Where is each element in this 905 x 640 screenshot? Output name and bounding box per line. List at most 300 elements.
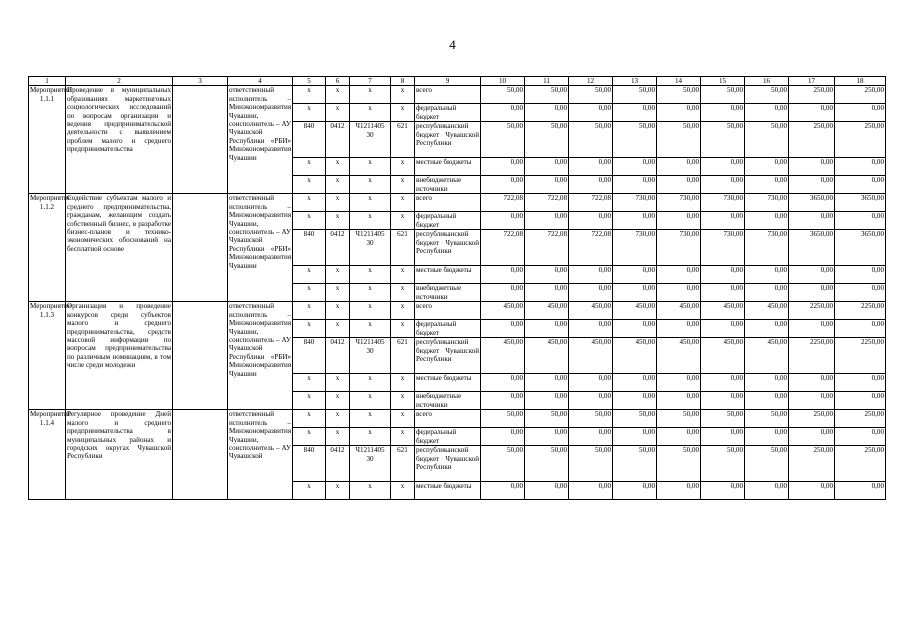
code-cell-c5: x: [293, 320, 326, 338]
amount-cell: 0,00: [657, 428, 701, 446]
amount-cell: 0,00: [481, 428, 525, 446]
amount-cell: 0,00: [525, 266, 569, 284]
amount-cell: 0,00: [481, 320, 525, 338]
amount-cell: 50,00: [745, 86, 789, 104]
header-row: [29, 77, 886, 86]
event-description: Проведение в муниципальных образованиях маркетинговых социологических исследований по вопросам организации и ведения предпринимательской деятельности с выявлением проблем малого и среднего предпринимательства: [66, 86, 173, 194]
amount-cell: 0,00: [569, 104, 613, 122]
code-cell-c5: x: [293, 428, 326, 446]
amount-cell: 0,00: [657, 284, 701, 302]
amount-cell: 0,00: [701, 374, 745, 392]
amount-cell: 0,00: [789, 392, 835, 410]
event-code: Мероприятие 1.1.3: [29, 302, 66, 410]
code-cell-c7: x: [350, 158, 391, 176]
event-participant: [173, 302, 228, 410]
code-cell-c7: Ч1211405 30: [350, 122, 391, 158]
code-cell-c7: x: [350, 212, 391, 230]
header-cell: 3: [173, 77, 228, 86]
amount-cell: 450,00: [657, 302, 701, 320]
code-cell-c6: x: [326, 104, 350, 122]
amount-cell: 0,00: [525, 320, 569, 338]
header-cell: 16: [745, 77, 789, 86]
event-participant: [173, 410, 228, 500]
header-cell: 17: [789, 77, 835, 86]
event-executor: ответственный исполнитель – Минэкономразвития Чувашии, соисполнитель – АУ Чувашской Республики «РБИ» Минэкономразвития Чувашии: [228, 86, 293, 194]
code-cell-c8: x: [391, 428, 415, 446]
header-cell: 8: [391, 77, 415, 86]
header-cell: 4: [228, 77, 293, 86]
amount-cell: 50,00: [745, 410, 789, 428]
amount-cell: 0,00: [835, 266, 886, 284]
amount-cell: 0,00: [701, 104, 745, 122]
amount-cell: 0,00: [701, 320, 745, 338]
amount-cell: 0,00: [657, 176, 701, 194]
amount-cell: 0,00: [789, 104, 835, 122]
amount-cell: 250,00: [789, 86, 835, 104]
amount-cell: 0,00: [613, 284, 657, 302]
code-cell-c8: x: [391, 212, 415, 230]
event-executor: ответственный исполнитель – Минэкономразвития Чувашии, соисполнитель – АУ Чувашской: [228, 410, 293, 500]
code-cell-c7: Ч1211405 30: [350, 230, 391, 266]
table-row: [29, 86, 886, 104]
code-cell-c5: x: [293, 212, 326, 230]
table-row: [29, 194, 886, 212]
code-cell-c7: x: [350, 86, 391, 104]
amount-cell: 450,00: [613, 338, 657, 374]
amount-cell: 0,00: [745, 158, 789, 176]
amount-cell: 0,00: [745, 320, 789, 338]
amount-cell: 0,00: [745, 374, 789, 392]
amount-cell: 450,00: [525, 338, 569, 374]
amount-cell: 0,00: [657, 320, 701, 338]
amount-cell: 450,00: [613, 302, 657, 320]
code-cell-c7: Ч1211405 30: [350, 446, 391, 482]
amount-cell: 0,00: [525, 392, 569, 410]
amount-cell: 0,00: [789, 428, 835, 446]
code-cell-c8: x: [391, 104, 415, 122]
funding-source: федеральный бюджет: [415, 428, 481, 446]
amount-cell: 50,00: [657, 86, 701, 104]
amount-cell: 450,00: [481, 302, 525, 320]
amount-cell: 0,00: [745, 428, 789, 446]
amount-cell: 722,08: [525, 194, 569, 212]
amount-cell: 0,00: [657, 374, 701, 392]
amount-cell: 0,00: [835, 212, 886, 230]
amount-cell: 722,08: [481, 230, 525, 266]
amount-cell: 0,00: [789, 176, 835, 194]
amount-cell: 0,00: [525, 428, 569, 446]
amount-cell: 0,00: [701, 428, 745, 446]
funding-source: всего: [415, 302, 481, 320]
amount-cell: 2250,00: [835, 338, 886, 374]
amount-cell: 0,00: [613, 104, 657, 122]
funding-source: местные бюджеты: [415, 266, 481, 284]
amount-cell: 0,00: [569, 212, 613, 230]
amount-cell: 0,00: [613, 266, 657, 284]
amount-cell: 450,00: [569, 302, 613, 320]
code-cell-c7: x: [350, 194, 391, 212]
amount-cell: 50,00: [525, 122, 569, 158]
amount-cell: 0,00: [835, 284, 886, 302]
header-cell: 2: [66, 77, 173, 86]
amount-cell: 0,00: [569, 158, 613, 176]
amount-cell: 0,00: [569, 482, 613, 500]
amount-cell: 730,00: [701, 194, 745, 212]
amount-cell: 0,00: [481, 176, 525, 194]
code-cell-c7: x: [350, 284, 391, 302]
amount-cell: 2250,00: [789, 338, 835, 374]
code-cell-c8: x: [391, 374, 415, 392]
amount-cell: 2250,00: [835, 302, 886, 320]
amount-cell: 0,00: [701, 212, 745, 230]
code-cell-c6: x: [326, 284, 350, 302]
event-description: Содействие субъектам малого и среднего предпринимательства, гражданам, желающим создать собственный бизнес, в разработке бизнес-планов и технико-экономических обоснований на бесплатной основе: [66, 194, 173, 302]
header-cell: 9: [415, 77, 481, 86]
code-cell-c8: x: [391, 86, 415, 104]
amount-cell: 0,00: [613, 176, 657, 194]
code-cell-c5: x: [293, 194, 326, 212]
amount-cell: 0,00: [835, 428, 886, 446]
amount-cell: 0,00: [481, 212, 525, 230]
amount-cell: 0,00: [835, 104, 886, 122]
header-cell: 14: [657, 77, 701, 86]
header-cell: 1: [29, 77, 66, 86]
budget-table: [28, 76, 886, 500]
funding-source: внебюджетные источники: [415, 176, 481, 194]
code-cell-c5: x: [293, 302, 326, 320]
amount-cell: 0,00: [701, 392, 745, 410]
amount-cell: 50,00: [701, 410, 745, 428]
amount-cell: 0,00: [569, 320, 613, 338]
amount-cell: 0,00: [701, 158, 745, 176]
amount-cell: 0,00: [657, 392, 701, 410]
amount-cell: 0,00: [481, 104, 525, 122]
amount-cell: 3650,00: [789, 194, 835, 212]
amount-cell: 0,00: [613, 392, 657, 410]
amount-cell: 0,00: [835, 320, 886, 338]
code-cell-c6: x: [326, 302, 350, 320]
header-cell: 12: [569, 77, 613, 86]
funding-source: республиканский бюджет Чувашской Республики: [415, 446, 481, 482]
code-cell-c6: x: [326, 320, 350, 338]
amount-cell: 0,00: [569, 176, 613, 194]
code-cell-c6: x: [326, 392, 350, 410]
funding-source: внебюджетные источники: [415, 392, 481, 410]
event-executor: ответственный исполнитель – Минэкономразвития Чувашии, соисполнитель – АУ Чувашской Республики «РБИ» Минэкономразвития Чувашии: [228, 302, 293, 410]
amount-cell: 0,00: [525, 482, 569, 500]
amount-cell: 0,00: [701, 176, 745, 194]
code-cell-c6: x: [326, 482, 350, 500]
code-cell-c6: 0412: [326, 338, 350, 374]
amount-cell: 0,00: [835, 374, 886, 392]
code-cell-c6: 0412: [326, 122, 350, 158]
amount-cell: 0,00: [789, 374, 835, 392]
funding-source: республиканский бюджет Чувашской Республики: [415, 122, 481, 158]
amount-cell: 0,00: [701, 266, 745, 284]
code-cell-c6: x: [326, 158, 350, 176]
amount-cell: 0,00: [481, 266, 525, 284]
amount-cell: 0,00: [481, 482, 525, 500]
amount-cell: 0,00: [569, 266, 613, 284]
code-cell-c5: 840: [293, 446, 326, 482]
amount-cell: 0,00: [569, 392, 613, 410]
amount-cell: 50,00: [701, 446, 745, 482]
amount-cell: 0,00: [525, 212, 569, 230]
amount-cell: 450,00: [701, 302, 745, 320]
amount-cell: 50,00: [745, 122, 789, 158]
code-cell-c8: x: [391, 176, 415, 194]
event-code: Мероприятие 1.1.4: [29, 410, 66, 500]
page-number: 4: [449, 37, 456, 52]
amount-cell: 0,00: [613, 428, 657, 446]
amount-cell: 50,00: [657, 122, 701, 158]
amount-cell: 250,00: [789, 446, 835, 482]
code-cell-c8: x: [391, 392, 415, 410]
amount-cell: 50,00: [569, 122, 613, 158]
amount-cell: 0,00: [835, 482, 886, 500]
amount-cell: 0,00: [525, 176, 569, 194]
amount-cell: 250,00: [835, 122, 886, 158]
event-description: Регулярное проведение Дней малого и среднего предпринимательства в муниципальных районах и городских округах Чувашской Республики: [66, 410, 173, 500]
code-cell-c5: x: [293, 86, 326, 104]
code-cell-c7: x: [350, 428, 391, 446]
code-cell-c8: 621: [391, 230, 415, 266]
amount-cell: 722,08: [525, 230, 569, 266]
amount-cell: 0,00: [701, 482, 745, 500]
amount-cell: 250,00: [789, 122, 835, 158]
amount-cell: 50,00: [613, 122, 657, 158]
code-cell-c8: 621: [391, 338, 415, 374]
amount-cell: 722,08: [569, 194, 613, 212]
amount-cell: 722,08: [481, 194, 525, 212]
code-cell-c7: x: [350, 392, 391, 410]
code-cell-c6: x: [326, 86, 350, 104]
header-cell: 10: [481, 77, 525, 86]
amount-cell: 0,00: [789, 266, 835, 284]
header-cell: 13: [613, 77, 657, 86]
amount-cell: 450,00: [745, 302, 789, 320]
code-cell-c5: 840: [293, 338, 326, 374]
code-cell-c6: x: [326, 410, 350, 428]
amount-cell: 450,00: [481, 338, 525, 374]
code-cell-c5: x: [293, 176, 326, 194]
amount-cell: 0,00: [569, 284, 613, 302]
amount-cell: 3650,00: [835, 194, 886, 212]
code-cell-c7: x: [350, 104, 391, 122]
code-cell-c5: x: [293, 410, 326, 428]
amount-cell: 50,00: [525, 86, 569, 104]
amount-cell: 0,00: [701, 284, 745, 302]
amount-cell: 730,00: [745, 230, 789, 266]
amount-cell: 50,00: [613, 86, 657, 104]
amount-cell: 50,00: [657, 446, 701, 482]
funding-source: федеральный бюджет: [415, 104, 481, 122]
amount-cell: 0,00: [613, 158, 657, 176]
table-row: [29, 302, 886, 320]
amount-cell: 0,00: [481, 374, 525, 392]
amount-cell: 0,00: [745, 266, 789, 284]
code-cell-c8: 621: [391, 446, 415, 482]
amount-cell: 50,00: [613, 410, 657, 428]
code-cell-c5: x: [293, 284, 326, 302]
code-cell-c7: x: [350, 482, 391, 500]
amount-cell: 0,00: [525, 374, 569, 392]
amount-cell: 0,00: [745, 176, 789, 194]
amount-cell: 0,00: [569, 428, 613, 446]
header-cell: 5: [293, 77, 326, 86]
code-cell-c8: x: [391, 482, 415, 500]
code-cell-c8: x: [391, 194, 415, 212]
event-code: Мероприятие 1.1.1: [29, 86, 66, 194]
amount-cell: 50,00: [613, 446, 657, 482]
amount-cell: 722,08: [569, 230, 613, 266]
amount-cell: 730,00: [613, 230, 657, 266]
amount-cell: 450,00: [745, 338, 789, 374]
code-cell-c8: x: [391, 410, 415, 428]
amount-cell: 0,00: [657, 482, 701, 500]
amount-cell: 450,00: [569, 338, 613, 374]
header-cell: 11: [525, 77, 569, 86]
code-cell-c6: 0412: [326, 446, 350, 482]
code-cell-c7: Ч1211405 30: [350, 338, 391, 374]
amount-cell: 0,00: [613, 212, 657, 230]
amount-cell: 0,00: [835, 392, 886, 410]
header-cell: 6: [326, 77, 350, 86]
amount-cell: 0,00: [613, 374, 657, 392]
funding-source: всего: [415, 86, 481, 104]
amount-cell: 250,00: [835, 86, 886, 104]
code-cell-c8: x: [391, 284, 415, 302]
amount-cell: 50,00: [657, 410, 701, 428]
amount-cell: 50,00: [481, 446, 525, 482]
amount-cell: 50,00: [481, 410, 525, 428]
amount-cell: 50,00: [701, 122, 745, 158]
amount-cell: 0,00: [657, 266, 701, 284]
amount-cell: 0,00: [789, 320, 835, 338]
amount-cell: 50,00: [481, 122, 525, 158]
amount-cell: 450,00: [701, 338, 745, 374]
code-cell-c5: 840: [293, 122, 326, 158]
amount-cell: 0,00: [789, 212, 835, 230]
amount-cell: 730,00: [657, 194, 701, 212]
amount-cell: 730,00: [745, 194, 789, 212]
funding-source: внебюджетные источники: [415, 284, 481, 302]
amount-cell: 50,00: [569, 410, 613, 428]
amount-cell: 0,00: [481, 158, 525, 176]
header-cell: 18: [835, 77, 886, 86]
code-cell-c7: x: [350, 302, 391, 320]
code-cell-c5: x: [293, 374, 326, 392]
amount-cell: 50,00: [525, 446, 569, 482]
amount-cell: 0,00: [789, 482, 835, 500]
code-cell-c6: x: [326, 374, 350, 392]
amount-cell: 50,00: [569, 86, 613, 104]
amount-cell: 730,00: [613, 194, 657, 212]
amount-cell: 0,00: [657, 104, 701, 122]
code-cell-c8: x: [391, 320, 415, 338]
code-cell-c5: x: [293, 158, 326, 176]
header-cell: 7: [350, 77, 391, 86]
code-cell-c5: 840: [293, 230, 326, 266]
amount-cell: 0,00: [745, 212, 789, 230]
funding-source: республиканский бюджет Чувашской Республики: [415, 338, 481, 374]
event-participant: [173, 194, 228, 302]
amount-cell: 50,00: [569, 446, 613, 482]
amount-cell: 0,00: [481, 392, 525, 410]
code-cell-c5: x: [293, 266, 326, 284]
amount-cell: 3650,00: [789, 230, 835, 266]
funding-source: местные бюджеты: [415, 482, 481, 500]
amount-cell: 0,00: [525, 158, 569, 176]
code-cell-c5: x: [293, 482, 326, 500]
amount-cell: 0,00: [745, 104, 789, 122]
code-cell-c5: x: [293, 104, 326, 122]
code-cell-c6: x: [326, 428, 350, 446]
amount-cell: 730,00: [657, 230, 701, 266]
amount-cell: 0,00: [613, 482, 657, 500]
amount-cell: 0,00: [613, 320, 657, 338]
code-cell-c6: x: [326, 266, 350, 284]
code-cell-c6: x: [326, 176, 350, 194]
amount-cell: 3650,00: [835, 230, 886, 266]
code-cell-c6: 0412: [326, 230, 350, 266]
amount-cell: 0,00: [525, 284, 569, 302]
table-body: [29, 77, 886, 500]
code-cell-c8: x: [391, 302, 415, 320]
event-description: Организация и проведение конкурсов среди субъектов малого и среднего предпринимательства, средств массовой информации по вопросам предпринимательства по различным номинациям, в том числе среди молодежи: [66, 302, 173, 410]
amount-cell: 0,00: [789, 158, 835, 176]
table-row: [29, 410, 886, 428]
amount-cell: 50,00: [481, 86, 525, 104]
code-cell-c7: x: [350, 320, 391, 338]
funding-source: местные бюджеты: [415, 158, 481, 176]
amount-cell: 450,00: [525, 302, 569, 320]
funding-source: федеральный бюджет: [415, 212, 481, 230]
event-participant: [173, 86, 228, 194]
code-cell-c7: x: [350, 410, 391, 428]
code-cell-c7: x: [350, 176, 391, 194]
amount-cell: 0,00: [835, 176, 886, 194]
amount-cell: 50,00: [525, 410, 569, 428]
amount-cell: 730,00: [701, 230, 745, 266]
code-cell-c8: x: [391, 158, 415, 176]
funding-source: республиканский бюджет Чувашской Республики: [415, 230, 481, 266]
amount-cell: 0,00: [745, 482, 789, 500]
amount-cell: 250,00: [835, 410, 886, 428]
amount-cell: 50,00: [745, 446, 789, 482]
code-cell-c5: x: [293, 392, 326, 410]
funding-source: федеральный бюджет: [415, 320, 481, 338]
code-cell-c7: x: [350, 266, 391, 284]
amount-cell: 250,00: [789, 410, 835, 428]
amount-cell: 450,00: [657, 338, 701, 374]
amount-cell: 0,00: [745, 284, 789, 302]
amount-cell: 0,00: [525, 104, 569, 122]
event-code: Мероприятие 1.1.2: [29, 194, 66, 302]
amount-cell: 0,00: [657, 158, 701, 176]
amount-cell: 0,00: [481, 284, 525, 302]
code-cell-c8: x: [391, 266, 415, 284]
amount-cell: 250,00: [835, 446, 886, 482]
event-executor: ответственный исполнитель – Минэкономразвития Чувашии, соисполнитель – АУ Чувашской Республики «РБИ» Минэкономразвития Чувашии: [228, 194, 293, 302]
amount-cell: 0,00: [745, 392, 789, 410]
amount-cell: 0,00: [657, 212, 701, 230]
amount-cell: 0,00: [835, 158, 886, 176]
code-cell-c6: x: [326, 212, 350, 230]
amount-cell: 50,00: [701, 86, 745, 104]
funding-source: местные бюджеты: [415, 374, 481, 392]
funding-source: всего: [415, 410, 481, 428]
